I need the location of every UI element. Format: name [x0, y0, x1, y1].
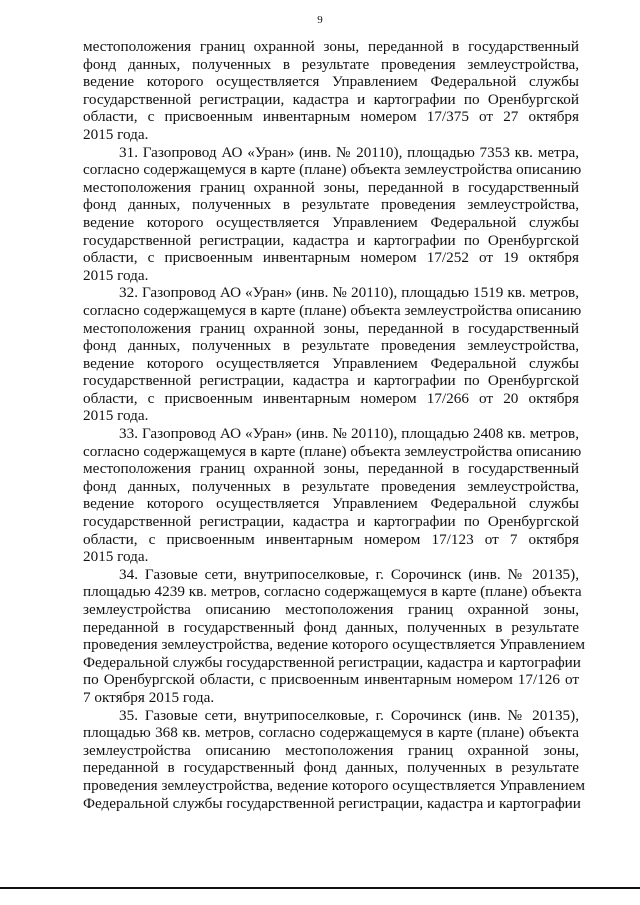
- document-body: [83, 38, 585, 812]
- text-line: фонд данных, полученных в результате проведения землеустройства,: [83, 477, 579, 495]
- text-line: государственной регистрации, кадастра и картографии по Оренбургской: [83, 513, 579, 531]
- paragraph-item-34: [83, 565, 585, 707]
- text-line: фонд данных, полученных в результате проведения землеустройства,: [83, 55, 579, 73]
- text-line: 2015 года.: [83, 407, 149, 425]
- text-line: ведение которого осуществляется Управлением Федеральной службы: [83, 73, 579, 91]
- text-line: согласно содержащемуся в карте (плане) объекта землеустройства описанию: [83, 301, 582, 319]
- text-line: площадью 368 кв. метров, согласно содержащемуся в карте (плане) объекта: [83, 724, 579, 742]
- text-line: землеустройства описанию местоположения границ охранной зоны,: [83, 601, 579, 618]
- text-line: проведения землеустройства, ведение которого осуществляется Управлением: [83, 636, 585, 654]
- text-line: 31. Газопровод АО «Уран» (инв. № 20110), площадью 7353 кв. метра,: [119, 143, 579, 161]
- text-line: 34. Газовые сети, внутрипоселковые, г. Сорочинск (инв. № 20135),: [119, 565, 579, 583]
- text-line: переданной в государственный фонд данных, полученных в результате: [83, 759, 579, 777]
- text-line: местоположения границ охранной зоны, переданной в государственный: [83, 319, 579, 337]
- text-line: 2015 года.: [83, 266, 149, 284]
- text-line: фонд данных, полученных в результате проведения землеустройства,: [83, 196, 579, 214]
- text-line: 2015 года.: [83, 125, 149, 143]
- paragraph-item-35: [83, 706, 585, 813]
- paragraph-item-31: [83, 143, 582, 285]
- text-line: по Оренбургской области, с присвоенным инвентарным номером 17/126 от: [83, 671, 579, 689]
- text-line: ведение которого осуществляется Управлением Федеральной службы: [83, 213, 579, 231]
- page-number: 9: [317, 14, 323, 26]
- text-line: Федеральной службы государственной регистрации, кадастра и картографии: [83, 653, 581, 671]
- text-line: Федеральной службы государственной регистрации, кадастра и картографии: [83, 794, 581, 812]
- text-line: фонд данных, полученных в результате проведения землеустройства,: [83, 337, 579, 355]
- text-line: государственной регистрации, кадастра и картографии по Оренбургской: [83, 231, 579, 249]
- text-line: 32. Газопровод АО «Уран» (инв. № 20110), площадью 1519 кв. метров,: [119, 284, 579, 302]
- text-line: площадью 4239 кв. метров, согласно содержащемуся в карте (плане) объекта: [83, 583, 582, 601]
- text-line: области, с присвоенным инвентарным номером 17/123 от 7 октября: [83, 530, 579, 548]
- paragraph-item-32: [83, 284, 582, 425]
- text-line: местоположения границ охранной зоны, переданной в государственный: [83, 460, 579, 478]
- text-line: 2015 года.: [83, 548, 149, 566]
- page-bottom-rule: [0, 887, 640, 889]
- text-line: 7 октября 2015 года.: [83, 688, 215, 706]
- text-line: ведение которого осуществляется Управлением Федеральной службы: [83, 354, 579, 372]
- text-line: местоположения границ охранной зоны, переданной в государственный: [83, 178, 579, 196]
- paragraph-continuation: [83, 38, 579, 144]
- text-line: проведения землеустройства, ведение которого осуществляется Управлением: [83, 776, 585, 794]
- text-line: согласно содержащемуся в карте (плане) объекта землеустройства описанию: [83, 442, 582, 460]
- paragraph-item-33: [83, 425, 582, 566]
- text-line: государственной регистрации, кадастра и картографии по Оренбургской: [83, 90, 579, 108]
- text-line: местоположения границ охранной зоны, переданной в государственный: [83, 38, 579, 55]
- text-line: землеустройства описанию местоположения границ охранной зоны,: [83, 741, 579, 759]
- text-line: согласно содержащемуся в карте (плане) объекта землеустройства описанию: [83, 161, 582, 179]
- text-line: ведение которого осуществляется Управлением Федеральной службы: [83, 495, 579, 513]
- text-line: области, с присвоенным инвентарным номером 17/266 от 20 октября: [83, 389, 579, 407]
- text-line: области, с присвоенным инвентарным номером 17/375 от 27 октября: [83, 108, 579, 126]
- text-line: переданной в государственный фонд данных, полученных в результате: [83, 618, 579, 636]
- text-line: государственной регистрации, кадастра и картографии по Оренбургской: [83, 372, 579, 390]
- text-line: области, с присвоенным инвентарным номером 17/252 от 19 октября: [83, 249, 579, 267]
- text-line: 35. Газовые сети, внутрипоселковые, г. Сорочинск (инв. № 20135),: [119, 706, 579, 724]
- text-line: 33. Газопровод АО «Уран» (инв. № 20110), площадью 2408 кв. метров,: [119, 425, 579, 443]
